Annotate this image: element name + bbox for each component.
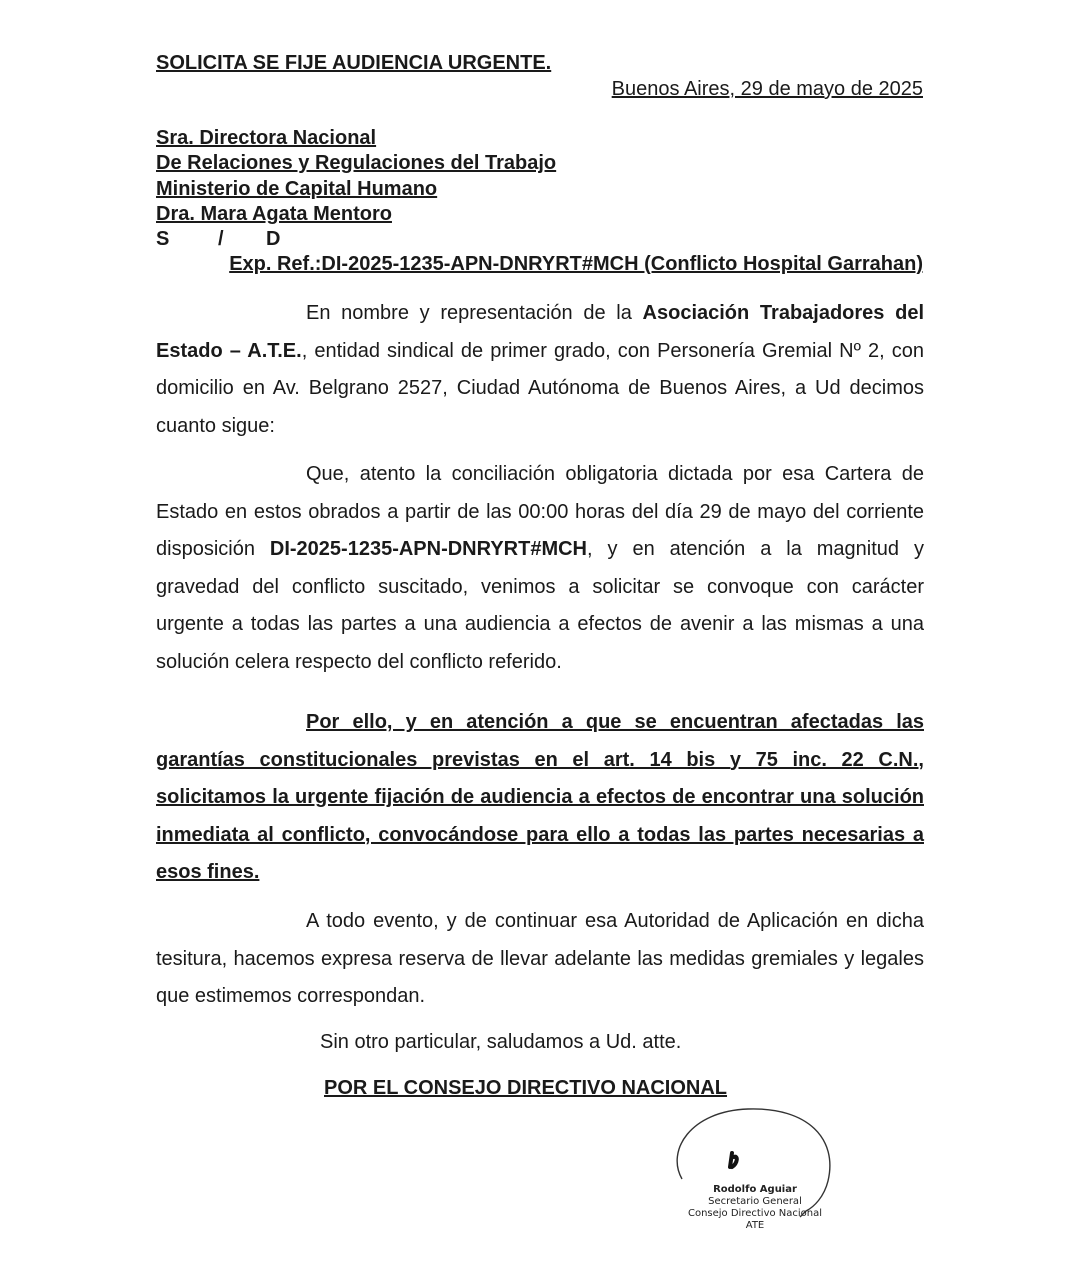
sd-line [156,227,556,252]
addressee-line: Sra. Directora Nacional [156,127,377,149]
paragraph-text: Por ello, y en atención a que se encuentran afectadas las garantías constitucionales previstas en el art. 14 bis y 75 inc. 22 C.N., solicitamos la urgente fijación de audiencia a efectos de encontrar una solución inmediata al conflicto, convocándose para ello a todas las partes necesarias a esos fines. [156,711,924,883]
sd-s: S [156,228,170,251]
paragraph-text: Que, atento la conciliación obligatoria dictada por esa Cartera de Estado en estos obrados a partir de las 00:00 horas del día 29 de mayo del corriente disposición [156,463,924,560]
signer-name: Rodolfo Aguiar [713,1184,797,1195]
paragraph-text: A todo evento, y de continuar esa Autoridad de Aplicación en dicha tesitura, hacemos expresa reserva de llevar adelante las medidas gremiales y legales que estimemos correspondan. [156,910,924,1007]
addressee-line: Dra. Mara Agata Mentoro [156,202,392,225]
paragraph-request [156,456,924,681]
addressee-line: De Relaciones y Regulaciones del Trabajo [156,152,557,175]
sd-slash: / [218,228,224,251]
reference-line: Exp. Ref.:DI-2025-1235-APN-DNRYRT#MCH (Conflicto Hospital Garrahan) [229,253,923,275]
paragraph-petition [156,704,924,892]
signer-body: Consejo Directivo Nacional [687,1208,823,1219]
signer-org: ATE [745,1220,765,1231]
paragraph-text: , y en atención a la magnitud y gravedad del conflicto suscitado, venimos a solicitar se convoque con carácter urgente a todas las partes a una audiencia a efectos de avenir a las mismas a una solución celera respecto del conflicto referido. [156,538,924,673]
paragraph-intro [156,295,924,445]
disposition-number: DI-2025-1235-APN-DNRYRT#MCH [269,538,587,560]
signer-role: Secretario General [708,1196,802,1207]
paragraph-text: , entidad sindical de primer grado, con Personería Gremial Nº 2, con domicilio en Av. Belgrano 2527, Ciudad Autónoma de Buenos Aires, a Ud decimos cuanto sigue: [156,339,924,437]
council-heading: POR EL CONSEJO DIRECTIVO NACIONAL [324,1077,728,1099]
closing-line: Sin otro particular, saludamos a Ud. atte. [320,1031,682,1053]
document-title: SOLICITA SE FIJE AUDIENCIA URGENTE. [156,52,552,74]
paragraph-text: En nombre y representación de la [306,302,643,324]
addressee-line: Ministerio de Capital Humano [156,177,438,200]
addressee-block [156,126,556,252]
place-date: Buenos Aires, 29 de mayo de 2025 [611,78,923,100]
paragraph-reservation [156,903,924,1016]
sd-d: D [266,228,281,251]
organization-name: Asociación Trabajadores del Estado – A.T.E. [156,302,925,362]
